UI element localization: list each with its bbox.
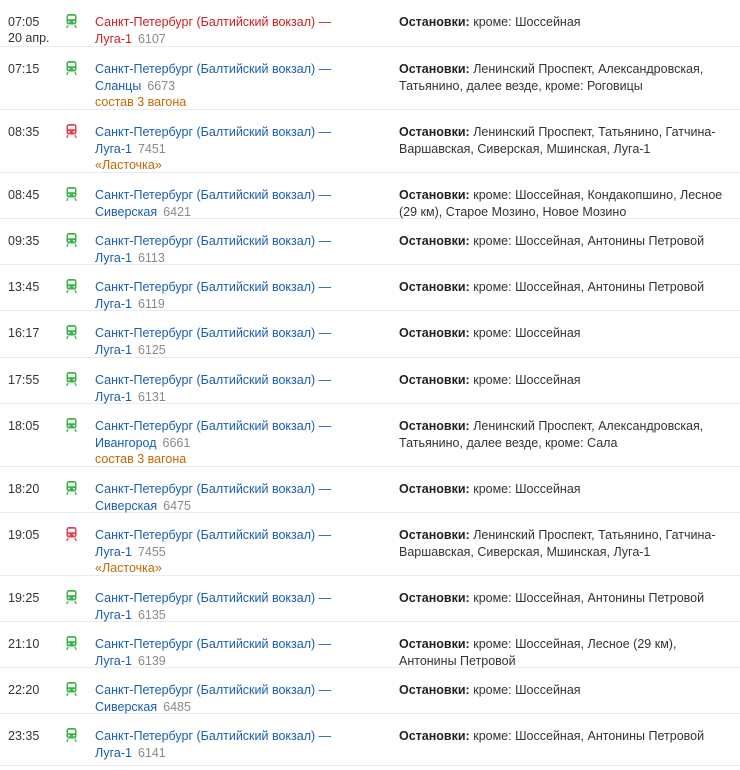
route-destination[interactable]: Луга-1 xyxy=(95,389,132,404)
stops-info xyxy=(399,124,729,157)
stops-info xyxy=(399,590,729,607)
train-number: 6673 xyxy=(147,78,176,93)
departure-time xyxy=(8,636,62,652)
train-row xyxy=(0,622,740,668)
stops-label: Остановки: xyxy=(399,637,470,651)
green-train-icon xyxy=(66,636,77,650)
train-number: 7451 xyxy=(137,141,166,156)
train-note: «Ласточка» xyxy=(95,561,162,575)
departure-time xyxy=(8,124,62,140)
stops-value: кроме: Шоссейная xyxy=(473,683,581,697)
stops-value: Ленинский Проспект, Татьянино, Гатчина-Варшавская, Сиверская, Мшинская, Луга-1 xyxy=(399,528,716,559)
stops-info xyxy=(399,682,729,699)
route-link[interactable]: Санкт-Петербург (Балтийский вокзал) — xyxy=(95,419,332,433)
route-destination[interactable]: Луга-1 xyxy=(95,544,132,559)
train-note: состав 3 вагона xyxy=(95,452,187,466)
stops-value: кроме: Шоссейная, Антонины Петровой xyxy=(473,591,705,605)
train-row xyxy=(0,467,740,513)
train-row xyxy=(0,47,740,110)
route xyxy=(95,372,385,405)
departure-time xyxy=(8,728,62,744)
train-row xyxy=(0,173,740,219)
route-link[interactable]: Санкт-Петербург (Балтийский вокзал) — xyxy=(95,683,332,697)
route-destination[interactable]: Ивангород xyxy=(95,435,157,450)
stops-label: Остановки: xyxy=(399,683,470,697)
train-number: 6139 xyxy=(137,653,166,668)
route-link[interactable]: Санкт-Петербург (Балтийский вокзал) — xyxy=(95,188,332,202)
departure-time-value: 18:20 xyxy=(8,482,40,496)
route xyxy=(95,124,385,174)
stops-label: Остановки: xyxy=(399,482,470,496)
green-train-icon xyxy=(66,14,77,28)
route xyxy=(95,590,385,623)
route-link[interactable]: Санкт-Петербург (Балтийский вокзал) — xyxy=(95,125,332,139)
departure-time-value: 17:55 xyxy=(8,373,40,387)
stops-value: Ленинский Проспект, Александровская, Татьянино, далее везде, кроме: Роговицы xyxy=(399,62,704,93)
route xyxy=(95,527,385,577)
route xyxy=(95,728,385,761)
route-destination[interactable]: Луга-1 xyxy=(95,342,132,357)
departure-time xyxy=(8,61,62,77)
stops-label: Остановки: xyxy=(399,188,470,202)
route-destination-line xyxy=(95,204,385,221)
route-link[interactable]: Санкт-Петербург (Балтийский вокзал) — xyxy=(95,62,332,76)
route-link[interactable]: Санкт-Петербург (Балтийский вокзал) — xyxy=(95,326,332,340)
train-number: 6475 xyxy=(163,498,191,513)
route xyxy=(95,187,385,220)
departure-time xyxy=(8,682,62,698)
train-number: 6135 xyxy=(137,607,166,622)
departure-date: 20 апр. xyxy=(8,31,50,45)
route xyxy=(95,682,385,715)
route-destination-line xyxy=(95,745,385,762)
route xyxy=(95,325,385,358)
stops-label: Остановки: xyxy=(399,280,470,294)
train-row xyxy=(0,513,740,576)
stops-label: Остановки: xyxy=(399,373,470,387)
stops-label: Остановки: xyxy=(399,591,470,605)
train-number: 6485 xyxy=(163,699,191,714)
route-destination-line xyxy=(95,389,385,406)
departure-time xyxy=(8,233,62,249)
route-destination-line xyxy=(95,141,385,158)
train-number: 6421 xyxy=(163,204,191,219)
train-row xyxy=(0,714,740,766)
route-destination[interactable]: Луга-1 xyxy=(95,296,132,311)
departure-time-value: 08:45 xyxy=(8,188,40,202)
green-train-icon xyxy=(66,590,77,604)
green-train-icon xyxy=(66,233,77,247)
train-number: 6107 xyxy=(137,31,166,46)
route-link[interactable]: Санкт-Петербург (Балтийский вокзал) — xyxy=(95,729,332,743)
green-train-icon xyxy=(66,481,77,495)
train-row xyxy=(0,265,740,311)
stops-info xyxy=(399,418,729,451)
route-destination-line xyxy=(95,78,385,95)
stops-info xyxy=(399,527,729,560)
departure-time xyxy=(8,279,62,295)
departure-time-value: 08:35 xyxy=(8,125,40,139)
route-destination[interactable]: Сланцы xyxy=(95,78,142,93)
departure-time-value: 07:15 xyxy=(8,62,40,76)
departure-time-value: 16:17 xyxy=(8,326,40,340)
stops-label: Остановки: xyxy=(399,15,470,29)
train-number: 7455 xyxy=(137,544,166,559)
train-row xyxy=(0,358,740,404)
route-link[interactable]: Санкт-Петербург (Балтийский вокзал) — xyxy=(95,528,332,542)
stops-value: кроме: Шоссейная xyxy=(473,482,581,496)
train-number: 6113 xyxy=(137,250,165,265)
red-train-icon xyxy=(66,527,77,541)
green-train-icon xyxy=(66,372,77,386)
route-destination[interactable]: Луга-1 xyxy=(95,141,132,156)
route-link[interactable]: Санкт-Петербург (Балтийский вокзал) — xyxy=(95,591,332,605)
route-destination-line xyxy=(95,544,385,561)
departure-time-value: 07:05 xyxy=(8,15,40,29)
departure-time xyxy=(8,372,62,388)
stops-label: Остановки: xyxy=(399,326,470,340)
stops-value: кроме: Шоссейная, Антонины Петровой xyxy=(473,234,705,248)
route-destination[interactable]: Луга-1 xyxy=(95,31,132,46)
stops-value: кроме: Шоссейная, Антонины Петровой xyxy=(473,729,705,743)
stops-value: кроме: Шоссейная xyxy=(473,373,581,387)
green-train-icon xyxy=(66,61,77,75)
train-row xyxy=(0,404,740,467)
stops-info xyxy=(399,14,729,31)
train-number: 6141 xyxy=(137,745,166,760)
train-row xyxy=(0,311,740,358)
green-train-icon xyxy=(66,279,77,293)
train-note: состав 3 вагона xyxy=(95,95,187,109)
departure-time xyxy=(8,590,62,606)
route-destination[interactable]: Сиверская xyxy=(95,699,158,714)
stops-info xyxy=(399,481,729,498)
train-row xyxy=(0,0,740,47)
train-note: «Ласточка» xyxy=(95,158,162,172)
stops-info xyxy=(399,233,729,250)
stops-label: Остановки: xyxy=(399,234,470,248)
route-destination[interactable]: Луга-1 xyxy=(95,607,132,622)
stops-info xyxy=(399,279,729,296)
route-destination-line xyxy=(95,498,385,515)
departure-time-value: 19:05 xyxy=(8,528,40,542)
route-destination[interactable]: Сиверская xyxy=(95,204,158,219)
route xyxy=(95,481,385,514)
route xyxy=(95,14,385,47)
green-train-icon xyxy=(66,325,77,339)
stops-value: кроме: Шоссейная, Кондакопшино, Лесное (29 км), Старое Мозино, Новое Мозино xyxy=(399,188,723,219)
route-destination[interactable]: Луга-1 xyxy=(95,745,132,760)
route xyxy=(95,279,385,312)
departure-time xyxy=(8,187,62,203)
departure-time xyxy=(8,481,62,497)
route-destination[interactable]: Луга-1 xyxy=(95,653,132,668)
route-destination-line xyxy=(95,607,385,624)
departure-time-value: 23:35 xyxy=(8,729,40,743)
stops-info xyxy=(399,636,729,669)
departure-time xyxy=(8,325,62,341)
route xyxy=(95,636,385,669)
route-destination-line xyxy=(95,653,385,670)
train-number: 6661 xyxy=(162,435,191,450)
green-train-icon xyxy=(66,187,77,201)
route-destination[interactable]: Луга-1 xyxy=(95,250,132,265)
departure-time-value: 09:35 xyxy=(8,234,40,248)
train-row xyxy=(0,668,740,714)
stops-value: кроме: Шоссейная, Антонины Петровой xyxy=(473,280,705,294)
train-row xyxy=(0,110,740,173)
green-train-icon xyxy=(66,682,77,696)
departure-time xyxy=(8,14,62,46)
stops-label: Остановки: xyxy=(399,125,470,139)
departure-time xyxy=(8,527,62,543)
stops-info xyxy=(399,61,729,94)
stops-label: Остановки: xyxy=(399,528,470,542)
stops-info xyxy=(399,325,729,342)
stops-info xyxy=(399,372,729,389)
train-row xyxy=(0,219,740,265)
stops-info xyxy=(399,187,729,220)
stops-value: Ленинский Проспект, Татьянино, Гатчина-Варшавская, Сиверская, Мшинская, Луга-1 xyxy=(399,125,716,156)
route xyxy=(95,233,385,266)
stops-label: Остановки: xyxy=(399,62,470,76)
departure-time-value: 13:45 xyxy=(8,280,40,294)
route-destination-line xyxy=(95,31,385,48)
stops-info xyxy=(399,728,729,745)
route-link[interactable]: Санкт-Петербург (Балтийский вокзал) — xyxy=(95,637,332,651)
route-link[interactable]: Санкт-Петербург (Балтийский вокзал) — xyxy=(95,234,332,248)
route-destination[interactable]: Сиверская xyxy=(95,498,158,513)
route-destination-line xyxy=(95,435,385,452)
red-train-icon xyxy=(66,124,77,138)
departure-time-value: 21:10 xyxy=(8,637,40,651)
route xyxy=(95,418,385,468)
departure-time-value: 19:25 xyxy=(8,591,40,605)
stops-label: Остановки: xyxy=(399,419,470,433)
route-destination-line xyxy=(95,699,385,716)
train-row xyxy=(0,576,740,622)
train-number: 6131 xyxy=(137,389,166,404)
route-link[interactable]: Санкт-Петербург (Балтийский вокзал) — xyxy=(95,15,332,29)
stops-label: Остановки: xyxy=(399,729,470,743)
train-number: 6125 xyxy=(137,342,166,357)
train-number: 6119 xyxy=(137,296,165,311)
route-destination-line xyxy=(95,342,385,359)
stops-value: Ленинский Проспект, Александровская, Татьянино, далее везде, кроме: Сала xyxy=(399,419,704,450)
stops-value: кроме: Шоссейная xyxy=(473,15,581,29)
stops-value: кроме: Шоссейная xyxy=(473,326,581,340)
departure-time-value: 22:20 xyxy=(8,683,40,697)
green-train-icon xyxy=(66,728,77,742)
departure-time-value: 18:05 xyxy=(8,419,40,433)
route xyxy=(95,61,385,111)
route-link[interactable]: Санкт-Петербург (Балтийский вокзал) — xyxy=(95,482,332,496)
stops-value: кроме: Шоссейная, Лесное (29 км), Антонины Петровой xyxy=(399,637,677,668)
route-destination-line xyxy=(95,296,385,313)
route-link[interactable]: Санкт-Петербург (Балтийский вокзал) — xyxy=(95,280,332,294)
departure-time xyxy=(8,418,62,434)
route-destination-line xyxy=(95,250,385,267)
route-link[interactable]: Санкт-Петербург (Балтийский вокзал) — xyxy=(95,373,332,387)
green-train-icon xyxy=(66,418,77,432)
